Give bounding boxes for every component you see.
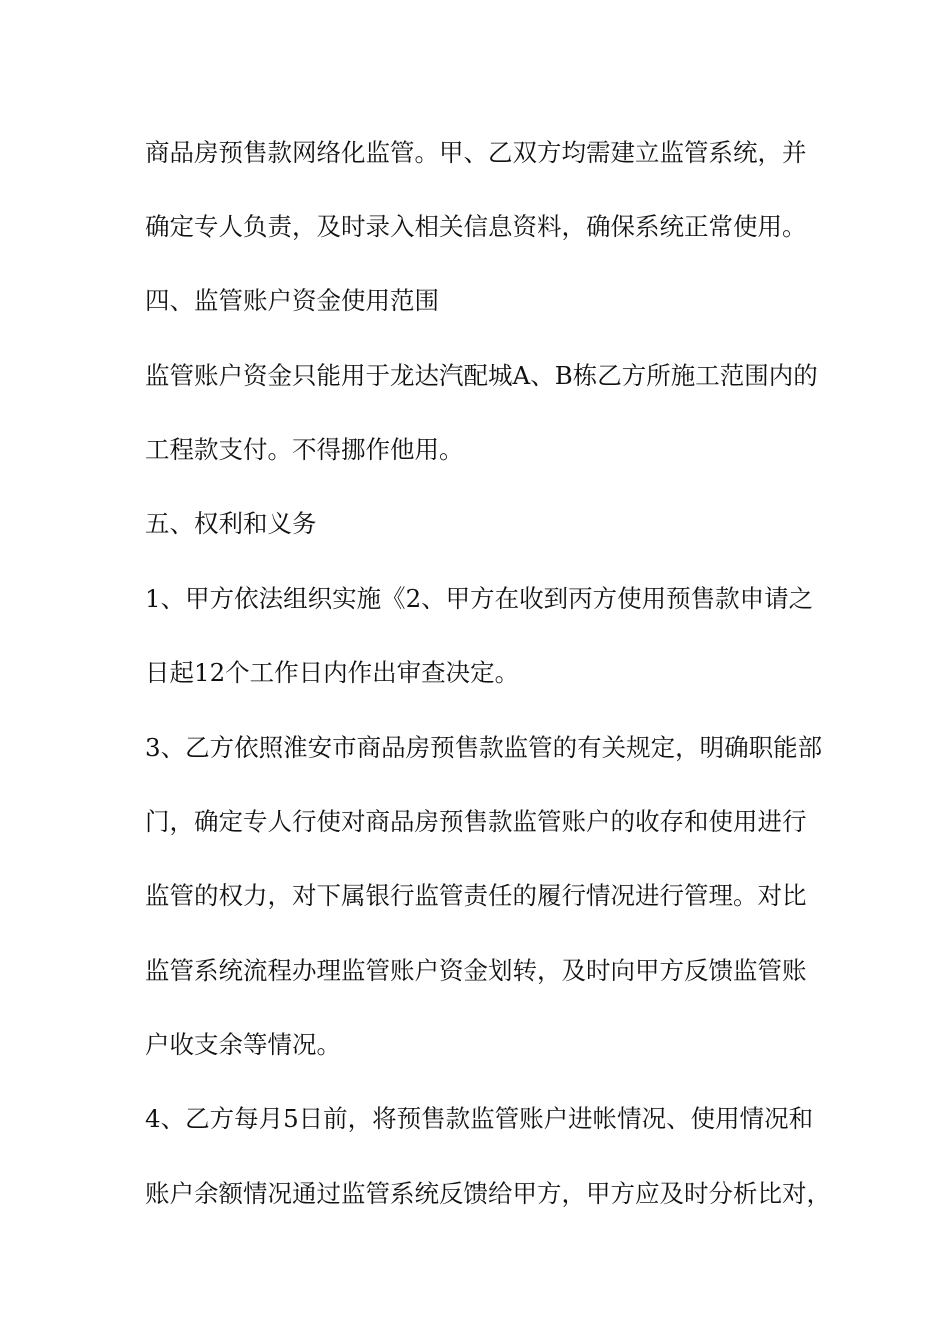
paragraph-line: 门，确定专人行使对商品房预售款监管账户的收存和使用进行 [145, 807, 807, 836]
paragraph-line: 工程款支付。不得挪作他用。 [145, 435, 464, 464]
paragraph-line: 3、乙方依照淮安市商品房预售款监管的有关规定，明确职能部 [145, 733, 823, 762]
paragraph-line: 4、乙方每月5日前，将预售款监管账户进帐情况、使用情况和 [145, 1104, 814, 1133]
paragraph-line: 户收支余等情况。 [145, 1030, 341, 1059]
paragraph-line: 确定专人负责，及时录入相关信息资料，确保系统正常使用。 [145, 212, 807, 241]
paragraph-line: 监管的权力，对下属银行监管责任的履行情况进行管理。对比 [145, 881, 807, 910]
paragraph-line: 监管账户资金只能用于龙达汽配城A、B栋乙方所施工范围内的 [145, 361, 818, 390]
section-heading: 五、权利和义务 [145, 509, 317, 538]
paragraph-line: 商品房预售款网络化监管。甲、乙双方均需建立监管系统，并 [145, 138, 807, 167]
paragraph-line: 监管系统流程办理监管账户资金划转，及时向甲方反馈监管账 [145, 956, 807, 985]
section-heading: 四、监管账户资金使用范围 [145, 286, 439, 315]
paragraph-line: 日起12个工作日内作出审查决定。 [145, 658, 520, 687]
paragraph-line: 账户余额情况通过监管系统反馈给甲方，甲方应及时分析比对， [145, 1179, 831, 1208]
paragraph-line: 1、甲方依法组织实施《2、甲方在收到丙方使用预售款申请之 [145, 584, 814, 613]
